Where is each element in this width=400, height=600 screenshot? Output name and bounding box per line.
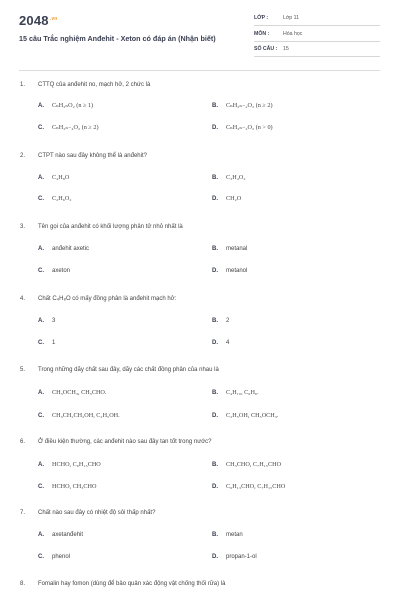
option-b[interactable]	[212, 318, 229, 324]
option-letter: A.	[38, 462, 44, 468]
option-letter: A.	[38, 103, 44, 109]
option-letter: C.	[38, 484, 44, 490]
question-number: 6.	[20, 439, 26, 445]
option-letter: B.	[212, 175, 218, 181]
option-content: CₙH₂ₙ₋₂O₂ (n ≥ 2)	[226, 102, 273, 109]
question-number: 4.	[20, 296, 26, 302]
option-content: CH₃CH₂CH₂OH, C₂H₅OH.	[52, 412, 120, 419]
option-letter: C.	[38, 125, 44, 131]
option-content: anđehit axetic	[52, 246, 90, 252]
meta-count-label: SỐ CÂU :	[254, 46, 278, 52]
logo-suffix: .vn	[49, 15, 58, 22]
option-d[interactable]	[212, 268, 247, 274]
meta-subject-row	[254, 29, 380, 42]
option-b[interactable]	[212, 389, 259, 396]
option-content: HCHO, CH₃CHO	[52, 483, 97, 490]
meta-count-row	[254, 44, 380, 57]
option-letter: D.	[212, 340, 218, 346]
option-c[interactable]	[38, 124, 99, 131]
question-text: Fomalin hay fomon (dùng để bảo quản xác động vật chống thối rữa) là	[38, 581, 226, 587]
meta-class-row	[254, 13, 380, 26]
option-letter: C.	[38, 340, 44, 346]
option-letter: A.	[38, 390, 44, 396]
option-content: 1	[52, 340, 56, 346]
meta-subject-value: Hóa học	[283, 31, 303, 37]
option-letter: D.	[212, 554, 218, 560]
option-a[interactable]	[38, 174, 69, 181]
option-content: CₙH₂ₙO₂ (n ≥ 1)	[52, 102, 94, 109]
option-content: C₄H₈O	[52, 174, 70, 181]
question-number: 8.	[20, 581, 26, 587]
option-letter: B.	[212, 390, 218, 396]
option-content: CₙH₂ₙ₋₄O₂ (n ≥ 2)	[52, 124, 99, 131]
option-d[interactable]	[212, 340, 229, 346]
question-number: 2.	[20, 153, 26, 159]
option-letter: C.	[38, 196, 44, 202]
meta-subject-label: MÔN :	[254, 31, 270, 37]
option-content: C₃H₄O₂	[226, 174, 246, 181]
option-content: HCHO, C₆H₁₃CHO	[52, 461, 101, 468]
option-content: propan-1-ol	[226, 554, 257, 560]
question-text: Chất C₄H₈O có mấy đồng phân là anđehit mạch hở:	[38, 296, 177, 302]
option-a[interactable]	[38, 389, 106, 396]
option-content: metanal	[226, 246, 248, 252]
option-letter: D.	[212, 268, 218, 274]
option-content: C₄H₁₀, C₆H₆.	[226, 389, 259, 396]
option-a[interactable]	[38, 461, 101, 468]
option-content: CₙH₂ₙ₋₂O₂ (n > 0)	[226, 124, 273, 131]
option-content: metanol	[226, 268, 248, 274]
option-a[interactable]	[38, 318, 55, 324]
option-content: 2	[226, 318, 230, 324]
option-c[interactable]	[38, 554, 70, 560]
option-letter: A.	[38, 246, 44, 252]
option-d[interactable]	[212, 412, 278, 419]
option-content: 4	[226, 340, 230, 346]
option-letter: B.	[212, 103, 218, 109]
option-content: C₂H₅OH, CH₃OCH₃.	[226, 412, 279, 419]
option-content: axetanđehit	[52, 532, 84, 538]
option-b[interactable]	[212, 102, 273, 109]
option-letter: B.	[212, 532, 218, 538]
meta-count-value: 15	[283, 46, 289, 52]
question-text: CTTQ của anđehit no, mạch hở, 2 chức là	[38, 82, 151, 88]
option-letter: C.	[38, 413, 44, 419]
option-letter: B.	[212, 318, 218, 324]
question-number: 5.	[20, 367, 26, 373]
option-content: phenol	[52, 554, 71, 560]
question-number: 7.	[20, 510, 26, 516]
question-text: Chất nào sau đây có nhiệt độ sôi thấp nhất?	[38, 510, 156, 516]
site-logo[interactable]	[19, 13, 58, 28]
question-number: 1.	[20, 82, 26, 88]
question-text: Trong những dãy chất sau đây, dãy các chất đồng phân của nhau là	[38, 367, 219, 373]
option-content: CH₂O	[226, 195, 242, 202]
option-d[interactable]	[212, 554, 257, 560]
header	[0, 0, 400, 72]
option-letter: D.	[212, 125, 218, 131]
question-number: 3.	[20, 224, 26, 230]
option-letter: C.	[38, 268, 44, 274]
logo-text: 2048	[19, 13, 49, 28]
option-content: 3	[52, 318, 56, 324]
option-letter: D.	[212, 413, 218, 419]
option-d[interactable]	[212, 483, 285, 490]
option-letter: A.	[38, 175, 44, 181]
option-letter: D.	[212, 484, 218, 490]
option-c[interactable]	[38, 483, 96, 490]
option-letter: C.	[38, 554, 44, 560]
option-b[interactable]	[212, 461, 281, 468]
option-letter: A.	[38, 318, 44, 324]
header-divider	[19, 70, 380, 71]
option-letter: B.	[212, 462, 218, 468]
question-text: CTPT nào sau đây không thể là anđehit?	[38, 153, 147, 159]
option-content: axeton	[52, 268, 71, 274]
meta-class-label: LỚP :	[254, 15, 269, 21]
option-content: CH₃CHO, C₇H₁₅CHO	[226, 461, 282, 468]
option-content: C₆H₁₃CHO, C₇H₁₅CHO	[226, 483, 286, 490]
option-d[interactable]	[212, 124, 273, 131]
option-c[interactable]	[38, 340, 55, 346]
option-b[interactable]	[212, 174, 246, 181]
option-a[interactable]	[38, 246, 89, 252]
option-content: metan	[226, 532, 243, 538]
option-letter: B.	[212, 246, 218, 252]
question-text: Ở điều kiện thường, các anđehit nào sau đây tan tốt trong nước?	[38, 439, 212, 445]
question-text: Tên gọi của anđehit có khối lượng phân tử nhỏ nhất là	[38, 224, 183, 230]
option-c[interactable]	[38, 412, 120, 419]
option-content: C₂H₆O₂	[52, 195, 72, 202]
option-c[interactable]	[38, 195, 72, 202]
option-b[interactable]	[212, 246, 247, 252]
option-d[interactable]	[212, 195, 241, 202]
option-a[interactable]	[38, 532, 83, 538]
option-c[interactable]	[38, 268, 70, 274]
page-title: 15 câu Trắc nghiệm Anđehit - Xeton có đáp án (Nhận biết)	[19, 34, 216, 43]
option-b[interactable]	[212, 532, 243, 538]
option-a[interactable]	[38, 102, 93, 109]
meta-class-value: Lớp 11	[283, 15, 299, 21]
option-content: CH₃OCH₃, CH₃CHO.	[52, 389, 107, 396]
option-letter: D.	[212, 196, 218, 202]
option-letter: A.	[38, 532, 44, 538]
